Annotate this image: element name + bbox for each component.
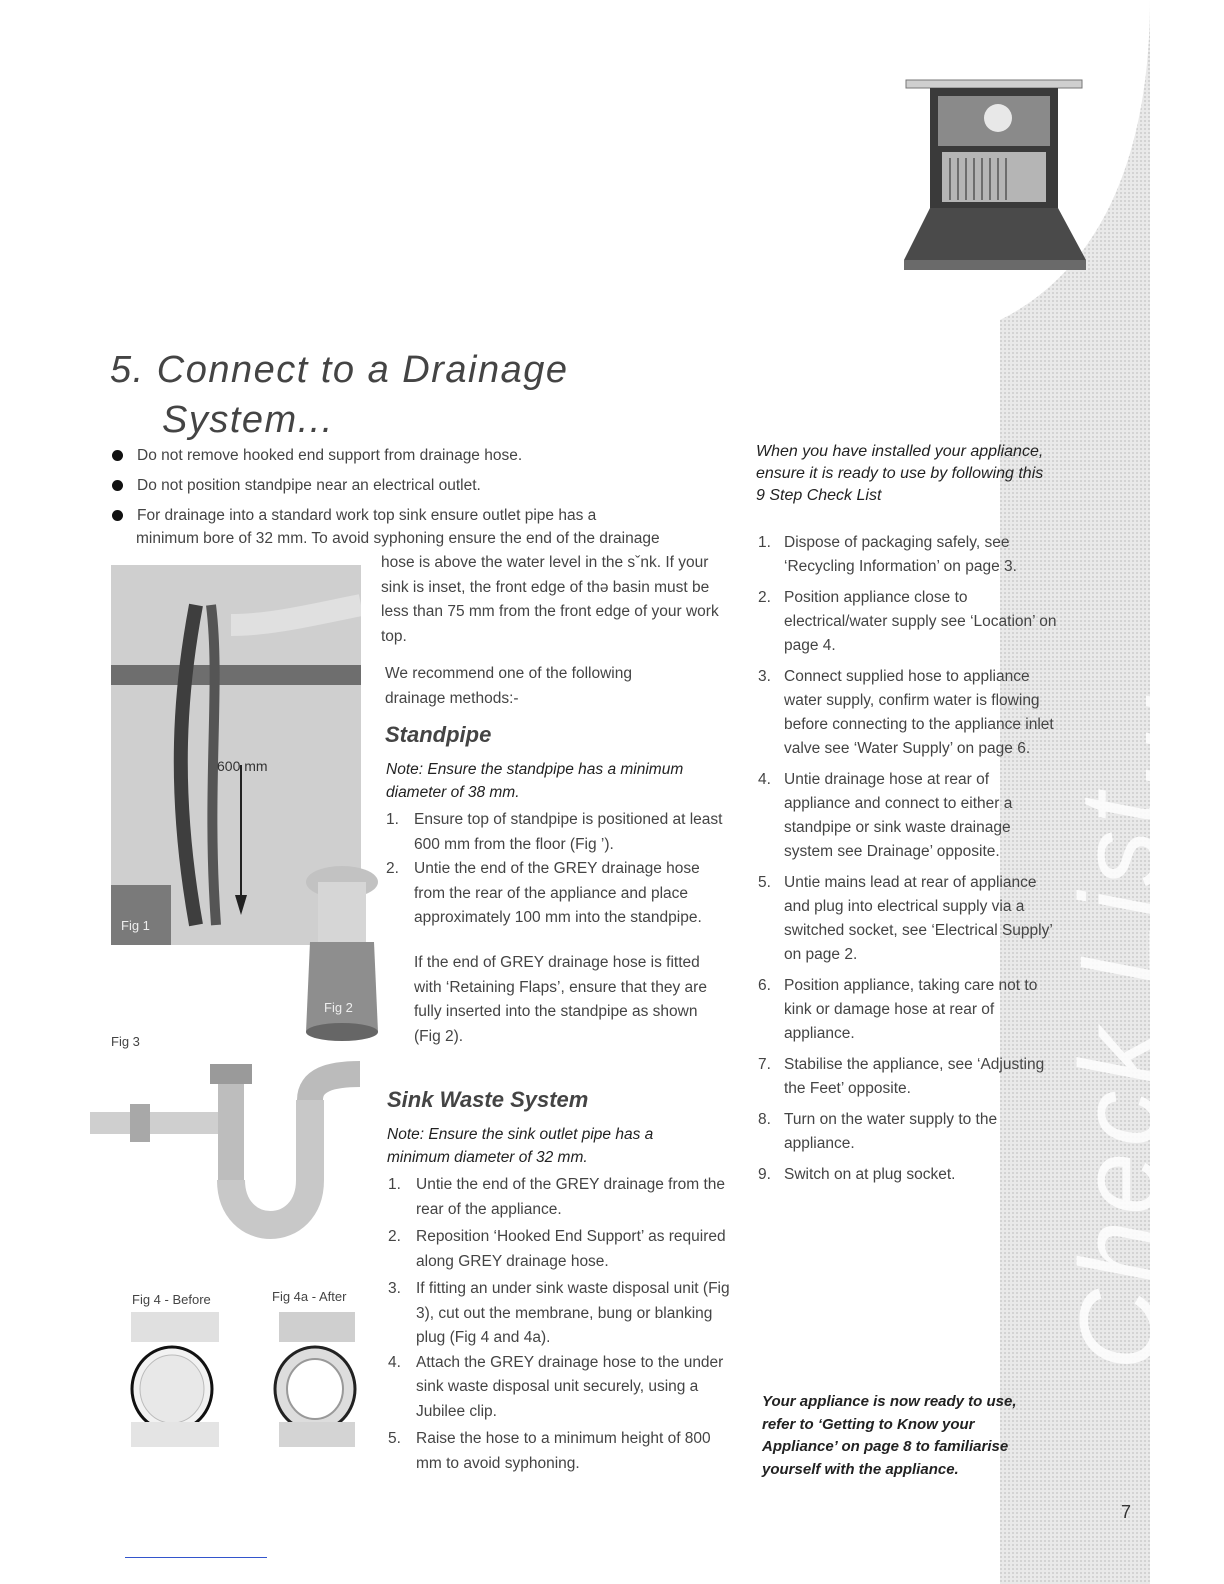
- bullet-icon: [112, 480, 123, 491]
- page-title-line1: 5. Connect to a Drainage: [110, 349, 569, 391]
- fig4-before-icon: [125, 1312, 225, 1447]
- standpipe-heading: Standpipe: [385, 722, 492, 747]
- checklist-item: 7. Stabilise the appliance, see ‘Adjusting the Feet’ opposite.: [758, 1056, 1045, 1097]
- fig4a-label: Fig 4a - After: [272, 1289, 347, 1304]
- recommend-text: We recommend one of the following drainage methods:-: [385, 665, 632, 707]
- fig3-label: Fig 3: [111, 1034, 140, 1049]
- bullet-icon: [112, 450, 123, 461]
- standpipe-note: Note: Ensure the standpipe has a minimum diameter of 38 mm.: [386, 761, 684, 801]
- fig4a-after-image: [265, 1312, 365, 1447]
- retaining-flaps-icon: [298, 862, 386, 1042]
- checklist-item: 1. Dispose of packaging safely, see ‘Recycling Information’ on page 3.: [758, 534, 1017, 575]
- list-item: 1. Untie the end of the GREY drainage from the rear of the appliance.: [388, 1176, 726, 1218]
- list-item: 2. Untie the end of the GREY drainage hose from the rear of the appliance and place approximately 100 mm into the standpipe.: [386, 860, 702, 926]
- footer-rule: [125, 1557, 267, 1558]
- fig3-sink-trap-image: [90, 1060, 380, 1240]
- standpipe-flaps-text: If the end of GREY drainage hose is fitted with ‘Retaining Flaps’, ensure that they are fully inserted into the standpipe as shown (Fig 2).: [414, 954, 707, 1045]
- fig1-measurement: 600 mm: [217, 758, 268, 774]
- fig4-label: Fig 4 - Before: [132, 1292, 211, 1307]
- list-item: 1. Ensure top of standpipe is positioned at least 600 mm from the floor (Fig ’).: [386, 811, 723, 853]
- list-item: 5. Raise the hose to a minimum height of 800 mm to avoid syphoning.: [388, 1430, 711, 1472]
- bullet-item: Do not remove hooked end support from drainage hose.: [112, 444, 732, 474]
- sink-waste-steps: [388, 1173, 733, 1476]
- fig2-label: Fig 2: [324, 1000, 353, 1015]
- drainage-line-a: minimum bore of 32 mm. To avoid syphoning ensure the end of the drainage: [136, 530, 660, 547]
- bullet-item: Do not position standpipe near an electrical outlet.: [112, 474, 732, 504]
- side-title: Check List...: [1057, 675, 1182, 1370]
- fig1-label: Fig 1: [121, 918, 150, 933]
- list-item: 4. Attach the GREY drainage hose to the under sink waste disposal unit securely, using a Jubilee clip.: [388, 1353, 724, 1420]
- sink-trap-icon: [90, 1060, 380, 1240]
- checklist-intro: When you have installed your appliance, ensure it is ready to use by following this 9 Step Check List: [756, 443, 1044, 504]
- page-number: 7: [1121, 1502, 1132, 1522]
- bullet-icon: [112, 510, 123, 521]
- drainage-paragraph: hose is above the water level in the sˇnk. If your sink is inset, the front edge of thə basin must be less than 75 mm from the front edge of your work top.: [381, 554, 719, 645]
- checklist-steps: [758, 531, 1058, 1194]
- standpipe-steps: [386, 808, 732, 931]
- checklist-item: 8. Turn on the water supply to the appliance.: [758, 1111, 998, 1152]
- checklist-item: 3. Connect supplied hose to appliance water supply, confirm water is flowing before connecting to the appliance inlet valve see ‘Water Supply’ on page 6.: [758, 668, 1054, 757]
- fig4a-after-icon: [265, 1312, 365, 1447]
- fig4-before-image: [125, 1312, 225, 1447]
- dishwasher-icon: [900, 78, 1090, 273]
- bullet-list: [112, 444, 732, 527]
- checklist-item: 2. Position appliance close to electrical/water supply see ‘Location’ on page 4.: [758, 589, 1057, 654]
- checklist-item: 5. Untie mains lead at rear of appliance and plug into electrical supply via a switched socket, see ‘Electrical Supply’ on page 2.: [758, 874, 1053, 963]
- page-title: [110, 345, 569, 445]
- checklist-item: 6. Position appliance, taking care not to kink or damage hose at rear of appliance.: [758, 977, 1038, 1042]
- sink-waste-note: Note: Ensure the sink outlet pipe has a minimum diameter of 32 mm.: [387, 1126, 654, 1166]
- sink-waste-heading: Sink Waste System: [387, 1087, 589, 1112]
- bullet-item: For drainage into a standard work top sink ensure outlet pipe has a: [112, 504, 732, 527]
- list-item: 3. If fitting an under sink waste disposal unit (Fig 3), cut out the membrane, bung or blanking plug (Fig 4 and 4a).: [388, 1280, 730, 1346]
- checklist-item: 4. Untie drainage hose at rear of appliance and connect to either a standpipe or sink waste drainage system see Drainage’ opposite.: [758, 771, 1013, 860]
- dishwasher-image: [900, 78, 1090, 273]
- checklist-item: 9. Switch on at plug socket.: [758, 1166, 956, 1183]
- page-title-line2: System...: [162, 399, 334, 441]
- fig2-retaining-flaps-image: [298, 862, 386, 1042]
- checklist-outro: Your appliance is now ready to use, refer to ‘Getting to Know your Appliance’ on page 8 to familiarise yourself with the appliance.: [762, 1393, 1017, 1478]
- list-item: 2. Reposition ‘Hooked End Support’ as required along GREY drainage hose.: [388, 1228, 726, 1270]
